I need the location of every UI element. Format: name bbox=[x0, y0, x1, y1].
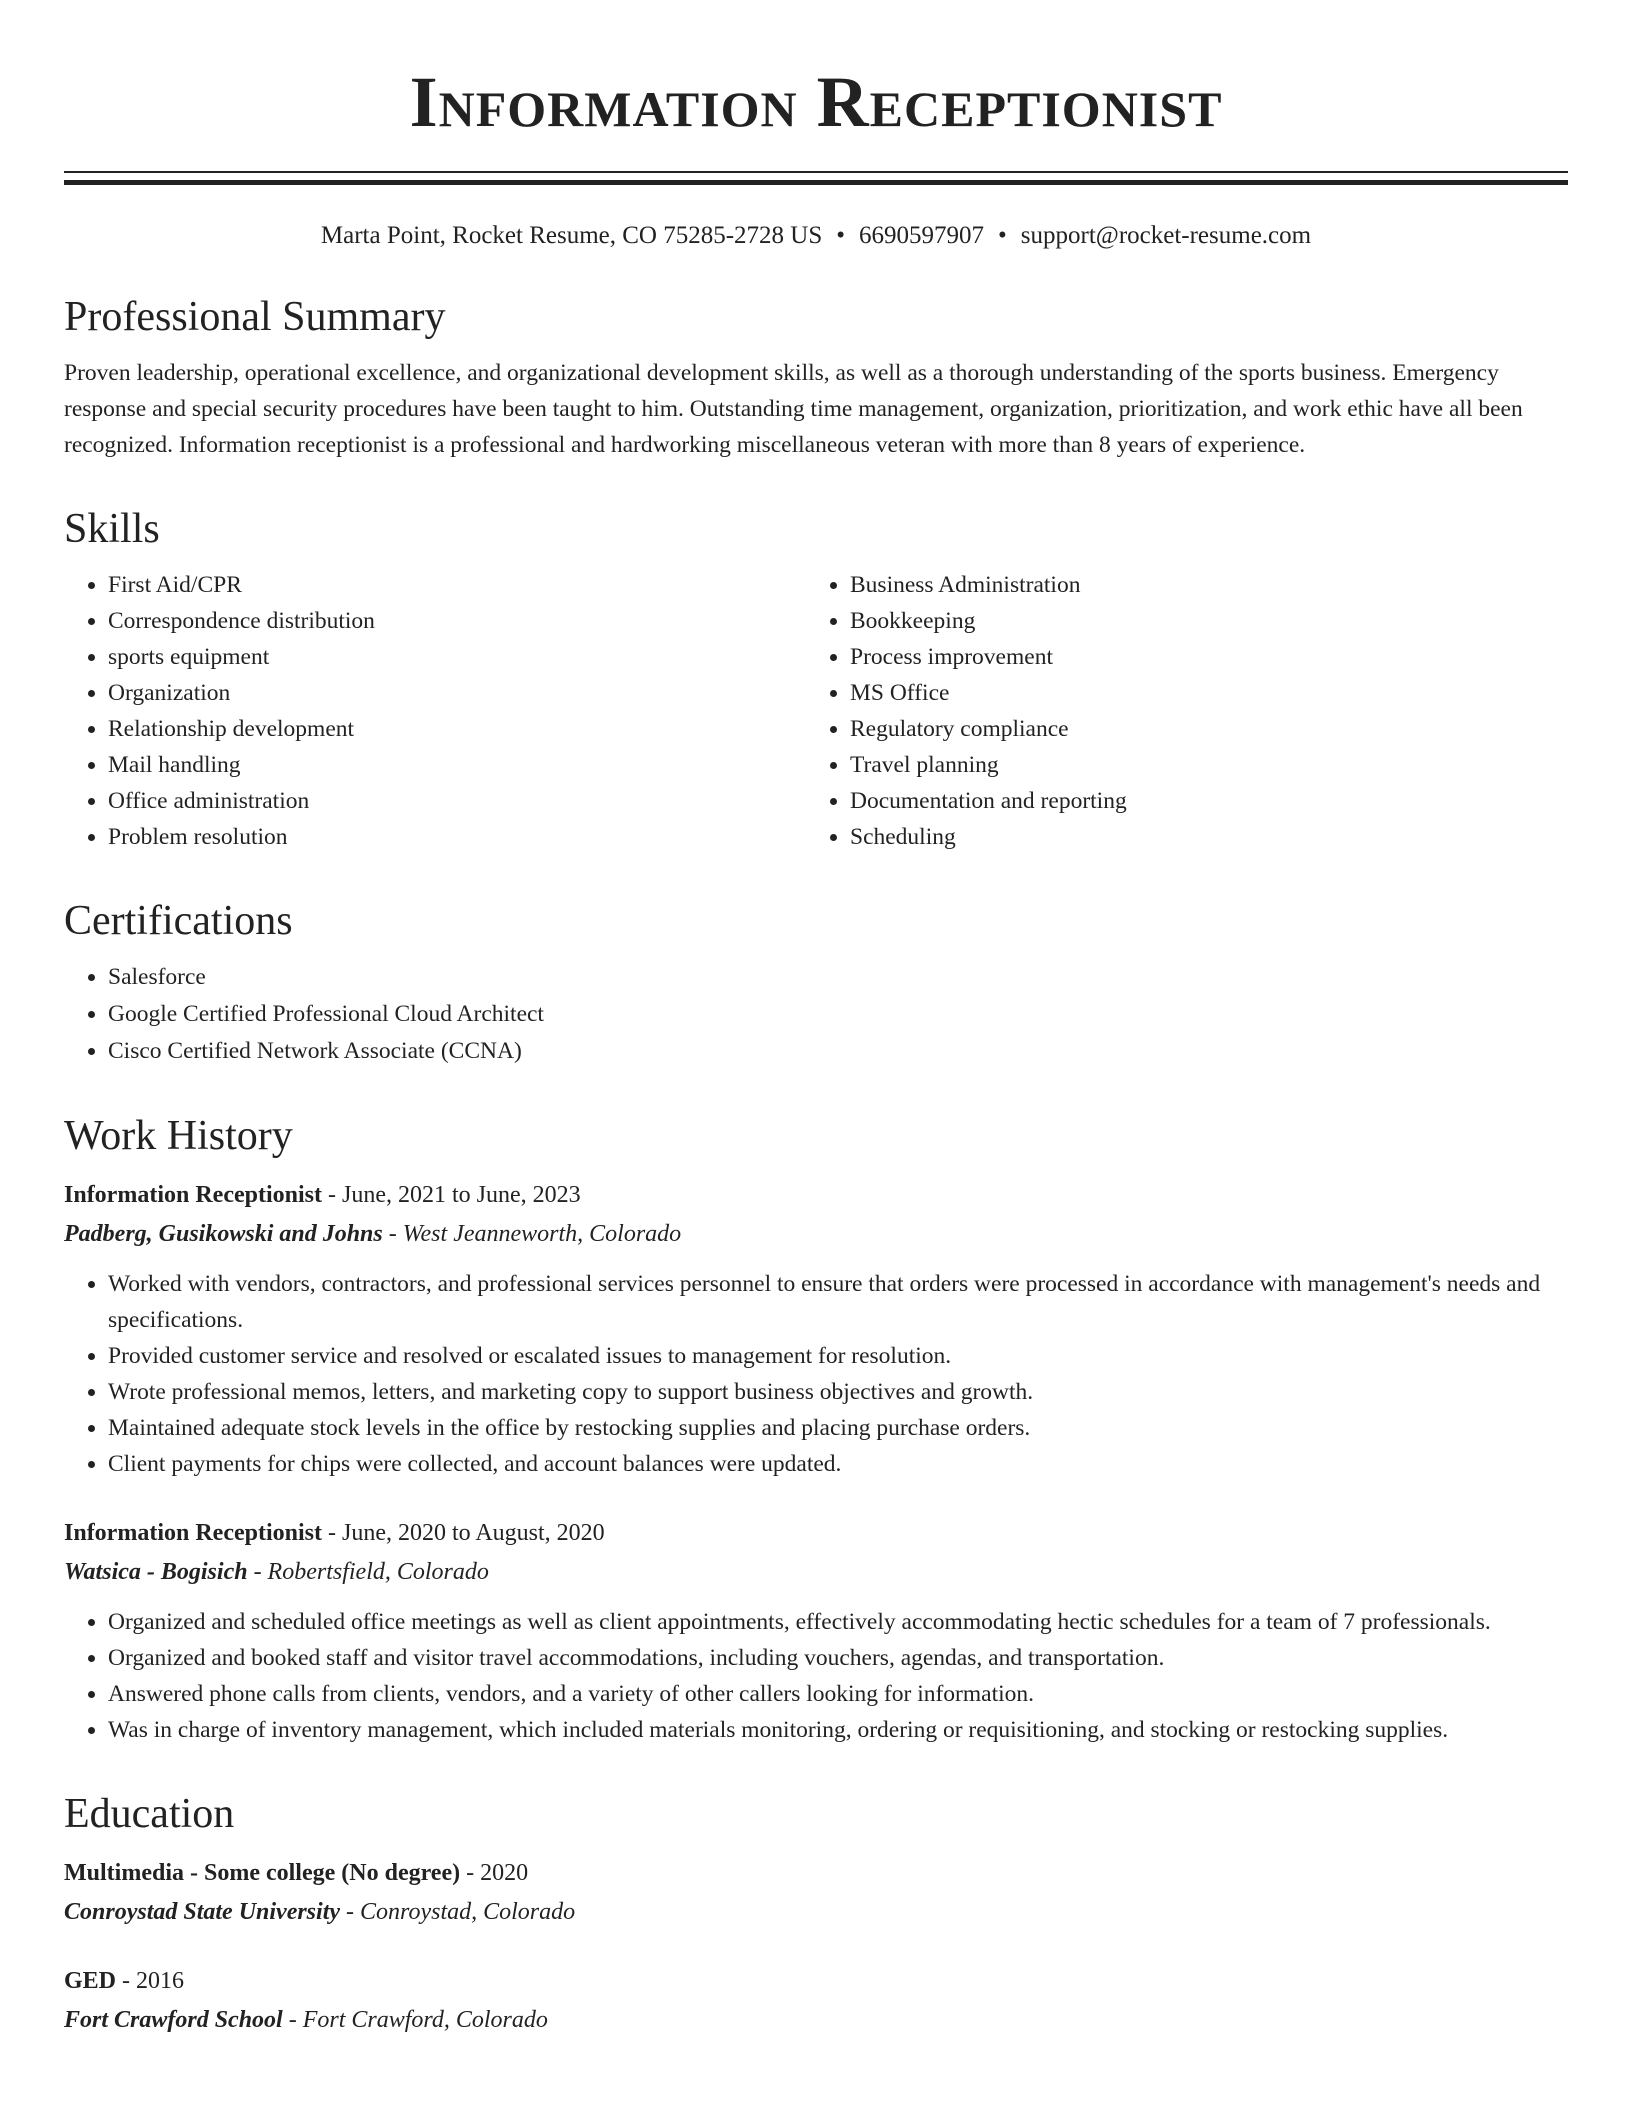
skill-item: • Business Administration bbox=[850, 567, 1548, 603]
job-company: Watsica - Bogisich bbox=[64, 1559, 248, 1585]
job-dates: - June, 2021 to June, 2023 bbox=[327, 1182, 581, 1208]
skill-item: • sports equipment bbox=[108, 639, 806, 675]
job-title: Information Receptionist bbox=[64, 1520, 322, 1546]
skill-item: • Documentation and reporting bbox=[850, 783, 1548, 819]
education-degree-line bbox=[64, 1962, 1568, 2000]
certification-item: • Salesforce bbox=[108, 959, 1568, 996]
contact-email: support@rocket-resume.com bbox=[1020, 222, 1312, 249]
job-bullets bbox=[64, 1266, 1568, 1482]
education-degree-line bbox=[64, 1854, 1568, 1892]
skill-item: • Process improvement bbox=[850, 639, 1548, 675]
education-school: Conroystad State University bbox=[64, 1899, 341, 1925]
job-title: Information Receptionist bbox=[64, 1182, 322, 1208]
skill-item: • Mail handling bbox=[108, 747, 806, 783]
job-bullet: • Client payments for chips were collected, and account balances were updated. bbox=[108, 1446, 1568, 1482]
job-company: Padberg, Gusikowski and Johns bbox=[64, 1221, 383, 1247]
skill-item: • First Aid/CPR bbox=[108, 567, 806, 603]
certifications-section bbox=[64, 895, 1568, 1070]
education-year: - 2016 bbox=[122, 1968, 185, 1994]
job-location: - West Jeanneworth, Colorado bbox=[388, 1221, 682, 1247]
job-bullet: • Maintained adequate stock levels in the office by restocking supplies and placing purchase orders. bbox=[108, 1410, 1568, 1446]
education-entry bbox=[64, 1854, 1568, 1932]
job-role-line bbox=[64, 1176, 1568, 1214]
skills-section bbox=[64, 503, 1568, 855]
education-degree: Multimedia - Some college (No degree) bbox=[64, 1860, 461, 1886]
education-section bbox=[64, 1788, 1568, 2040]
skill-item: • Office administration bbox=[108, 783, 806, 819]
job-bullet: • Wrote professional memos, letters, and marketing copy to support business objectives and growth. bbox=[108, 1374, 1568, 1410]
education-school-line bbox=[64, 1892, 1568, 1932]
job-bullet: • Worked with vendors, contractors, and professional services personnel to ensure that orders were processed in accordance with management's needs and specifications. bbox=[108, 1266, 1568, 1338]
certifications-list bbox=[64, 959, 1568, 1070]
job-bullets bbox=[64, 1604, 1568, 1748]
job-bullet: • Organized and scheduled office meetings as well as client appointments, effectively accommodating hectic schedules for a team of 7 professionals. bbox=[108, 1604, 1568, 1640]
skill-item: • Problem resolution bbox=[108, 819, 806, 855]
work-history-heading: Work History bbox=[64, 1113, 293, 1159]
title-divider-thick bbox=[64, 180, 1568, 185]
skill-item: • Relationship development bbox=[108, 711, 806, 747]
contact-phone: 6690597907 bbox=[859, 222, 985, 249]
skill-item: • Travel planning bbox=[850, 747, 1548, 783]
job-company-line bbox=[64, 1552, 1568, 1592]
job-entry bbox=[64, 1176, 1568, 1482]
job-company-line bbox=[64, 1214, 1568, 1254]
education-location: - Fort Crawford, Colorado bbox=[288, 2007, 548, 2033]
skill-item: • MS Office bbox=[850, 675, 1548, 711]
skills-heading: Skills bbox=[64, 506, 160, 552]
job-location: - Robertsfield, Colorado bbox=[253, 1559, 489, 1585]
skills-columns bbox=[64, 567, 1568, 855]
skills-list-left bbox=[64, 567, 806, 855]
contact-separator: • bbox=[836, 222, 846, 249]
job-bullet: • Provided customer service and resolved or escalated issues to management for resolution. bbox=[108, 1338, 1568, 1374]
education-entry bbox=[64, 1962, 1568, 2040]
education-heading: Education bbox=[64, 1791, 235, 1837]
education-school: Fort Crawford School bbox=[64, 2007, 283, 2033]
education-school-line bbox=[64, 2000, 1568, 2040]
skill-item: • Bookkeeping bbox=[850, 603, 1548, 639]
skills-column-right bbox=[806, 567, 1548, 855]
contact-separator: • bbox=[998, 222, 1007, 249]
work-history-section bbox=[64, 1110, 1568, 1748]
skill-item: • Correspondence distribution bbox=[108, 603, 806, 639]
skill-item: • Regulatory compliance bbox=[850, 711, 1548, 747]
title-divider-thin bbox=[64, 171, 1568, 173]
resume-title: Information Receptionist bbox=[409, 62, 1223, 142]
job-entry bbox=[64, 1514, 1568, 1748]
skill-item: • Organization bbox=[108, 675, 806, 711]
certifications-heading: Certifications bbox=[64, 898, 293, 944]
job-bullet: • Was in charge of inventory management, which included materials monitoring, ordering or requisitioning, and stocking or restocking supplies. bbox=[108, 1712, 1568, 1748]
skill-item: • Scheduling bbox=[850, 819, 1548, 855]
skills-list-right bbox=[806, 567, 1548, 855]
certification-item: • Cisco Certified Network Associate (CCNA) bbox=[108, 1033, 1568, 1070]
summary-text: Proven leadership, operational excellence, and organizational development skills, as well as a thorough understanding of the sports business. Emergency response and special security procedures have been taught to him. Outstanding time management, organization, prioritization, and work ethic have all been recognized. Information receptionist is a professional and hardworking miscellaneous veteran with more than 8 years of experience. bbox=[64, 360, 1523, 458]
education-year: - 2020 bbox=[466, 1860, 529, 1886]
skills-column-left bbox=[64, 567, 806, 855]
education-location: - Conroystad, Colorado bbox=[346, 1899, 576, 1925]
job-role-line bbox=[64, 1514, 1568, 1552]
job-dates: - June, 2020 to August, 2020 bbox=[327, 1520, 605, 1546]
summary-section bbox=[64, 291, 1568, 463]
summary-heading: Professional Summary bbox=[64, 294, 446, 340]
education-degree: GED bbox=[64, 1968, 117, 1994]
job-bullet: • Organized and booked staff and visitor travel accommodations, including vouchers, agendas, and transportation. bbox=[108, 1640, 1568, 1676]
job-bullet: • Answered phone calls from clients, vendors, and a variety of other callers looking for information. bbox=[108, 1676, 1568, 1712]
certification-item: • Google Certified Professional Cloud Architect bbox=[108, 996, 1568, 1033]
contact-line bbox=[64, 219, 1568, 253]
contact-address: Marta Point, Rocket Resume, CO 75285-2728 US bbox=[320, 222, 823, 249]
